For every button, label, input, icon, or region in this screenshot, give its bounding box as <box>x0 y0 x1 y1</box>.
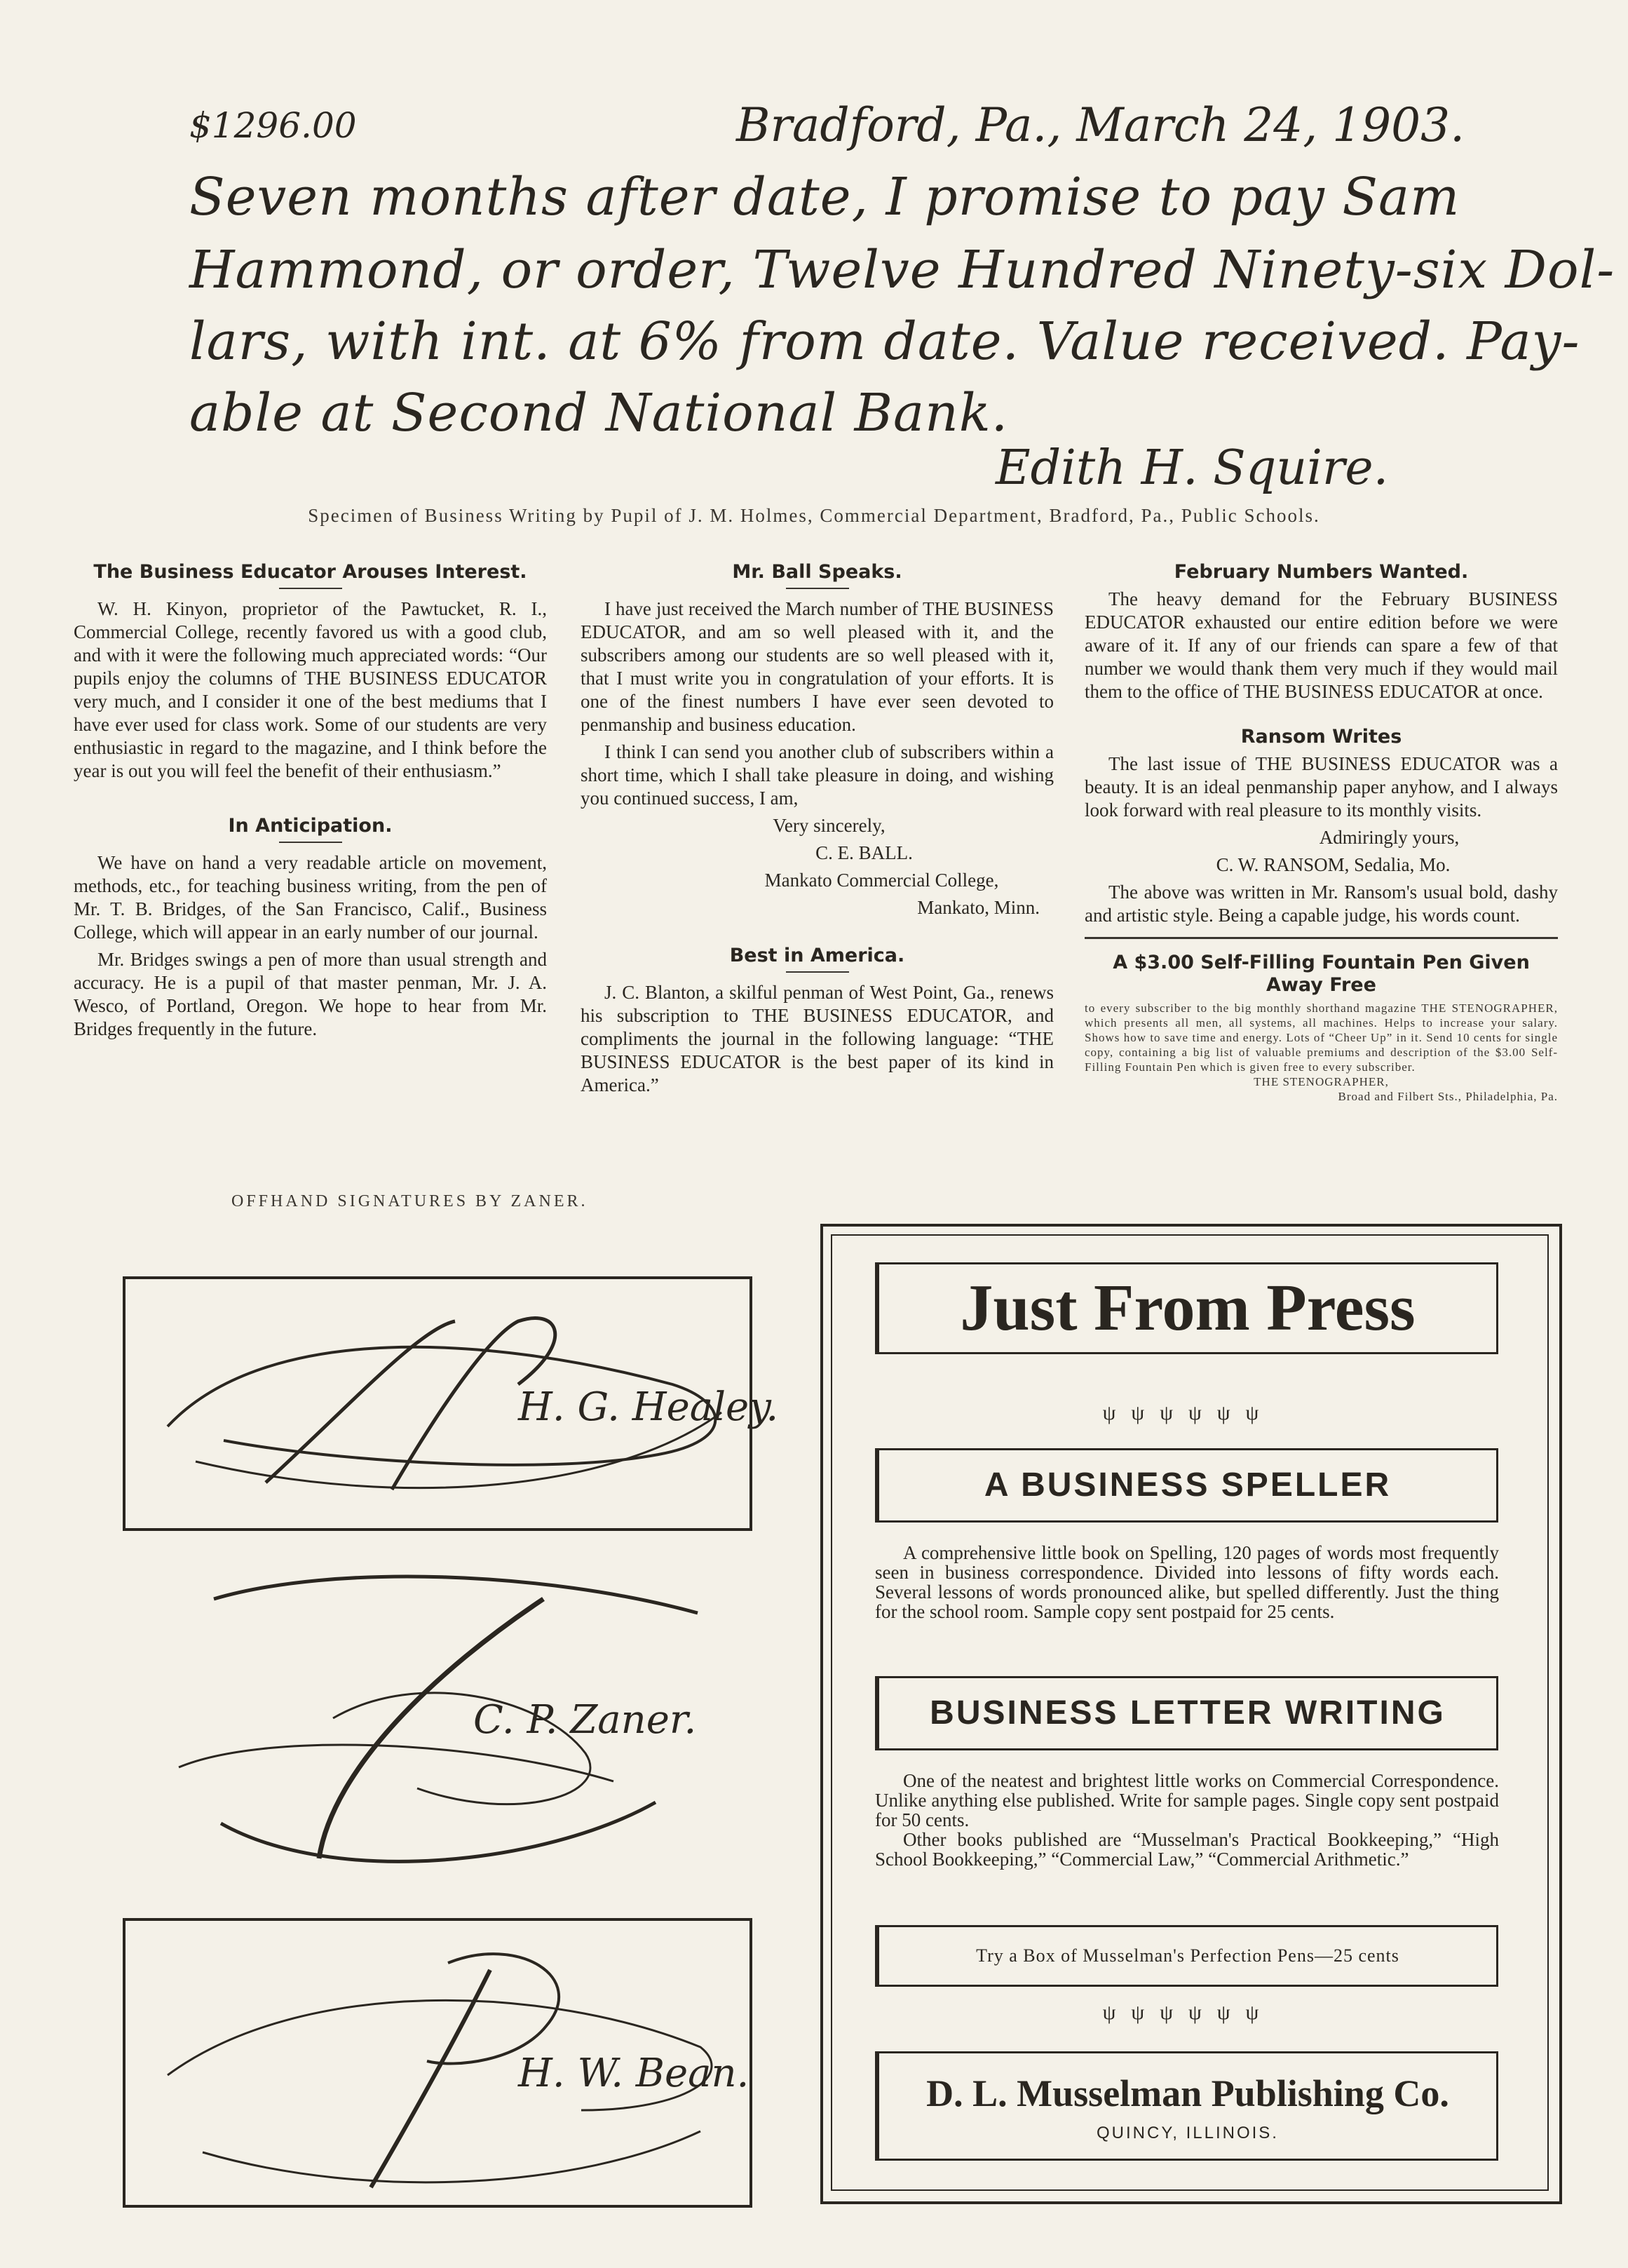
book1-title-box <box>875 1448 1498 1523</box>
letter-city: Mankato, Minn. <box>917 897 1040 918</box>
heading-fountain-pen: A $3.00 Self-Filling Fountain Pen Given Away Free <box>1113 952 1530 996</box>
signature-bean: H. W. Bean. <box>518 2051 749 2096</box>
publisher-box <box>875 2051 1498 2161</box>
book2-desc-text: One of the neatest and brightest little works on Commercial Correspondence. Unlike anything else published. Write for sample pages. Single copy sent postpaid for 50 cents. <box>875 1770 1499 1830</box>
signature-box-healey <box>123 1276 779 1531</box>
heading-mr-ball-speaks: Mr. Ball Speaks. <box>732 561 902 583</box>
column-2 <box>581 561 1054 1101</box>
divider <box>279 842 342 843</box>
divider <box>279 588 342 589</box>
ornament-row: ψψψψψψ <box>1102 2001 1275 2024</box>
note-line-1: Seven months after date, I promise to pay Sam <box>189 167 1460 227</box>
heading-ransom-writes: Ransom Writes <box>1240 726 1402 748</box>
publisher-name: D. L. Musselman Publishing Co. <box>926 2072 1449 2114</box>
stenographer-address: Broad and Filbert Sts., Philadelphia, Pa. <box>1338 1090 1558 1103</box>
ad-title: Just From Press <box>960 1271 1416 1344</box>
letter-closing: Very sincerely, <box>773 815 886 836</box>
book1-description <box>875 1543 1499 1621</box>
signature-box-bean <box>123 1918 752 2208</box>
paragraph: The last issue of THE BUSINESS EDUCATOR was a beauty. It is an ideal penmanship paper anyhow, and I always look forward with real pleasure to its monthly visits. <box>1085 753 1558 821</box>
paragraph: I have just received the March number of THE BUSINESS EDUCATOR, and am so well pleased with it, and the subscribers among our students are so well pleased with it, that I must write you in congratulation of your efforts. It is one of the finest numbers I have ever seen devoted to penmanship and business education. <box>581 598 1054 735</box>
divider <box>786 588 849 589</box>
letter-school: Mankato Commercial College, <box>764 870 999 891</box>
signature-healey: H. G. Healey. <box>518 1384 779 1430</box>
note-line-2: Hammond, or order, Twelve Hundred Ninety-six Dol- <box>189 240 1615 300</box>
column-1 <box>74 561 547 1045</box>
ornament-row: ψψψψψψ <box>1102 1401 1275 1424</box>
paragraph: W. H. Kinyon, proprietor of the Pawtucket, R. I., Commercial College, recently favored us with a good club, and with it were the following much appreciated words: “Our pupils enjoy the columns of THE BUSINESS EDUCATOR very much, and I consider it one of the best mediums that I have ever used for class work. Some of our students are very enthusiastic in regard to the magazine, and I think before the year is out you will feel the benefit of their enthusiasm.” <box>74 598 547 781</box>
specimen-caption: Specimen of Business Writing by Pupil of J. M. Holmes, Commercial Department, Bradford, Pa., Public Schools. <box>308 505 1320 526</box>
heading-in-anticipation: In Anticipation. <box>228 815 393 837</box>
divider <box>786 971 849 973</box>
heading-february-numbers: February Numbers Wanted. <box>1174 561 1469 583</box>
column-3 <box>1085 561 1558 1104</box>
book1-title: A BUSINESS SPELLER <box>984 1466 1392 1504</box>
pens-box <box>875 1925 1498 1987</box>
heading-arouses-interest: The Business Educator Arouses Interest. <box>93 561 527 583</box>
paragraph: We have on hand a very readable article on movement, methods, etc., for teaching business writing, from the pen of Mr. T. B. Bridges, of the San Francisco, Calif., Business College, which will appear in an early number of our journal. <box>74 852 547 943</box>
publisher-city: QUINCY, ILLINOIS. <box>1097 2124 1279 2142</box>
note-signature: Edith H. Squire. <box>996 440 1389 496</box>
letter-closing: Admiringly yours, <box>1319 827 1460 848</box>
signature-zaner-text: C. P. Zaner. <box>473 1697 697 1743</box>
note-line-4: able at Second National Bank. <box>189 383 1009 443</box>
note-line-3: lars, with int. at 6% from date. Value received. Pay- <box>189 311 1580 372</box>
book2-title-box <box>875 1676 1498 1750</box>
letter-name: C. W. RANSOM, Sedalia, Mo. <box>1216 854 1451 875</box>
note-place-date: Bradford, Pa., March 24, 1903. <box>736 98 1465 152</box>
paragraph: I think I can send you another club of subscribers within a short time, which I shall take pleasure in doing, and wishing you continued success, I am, <box>581 741 1054 809</box>
pens-offer: Try a Box of Musselman's Perfection Pens—25 cents <box>976 1945 1399 1966</box>
heading-best-in-america: Best in America. <box>729 945 905 966</box>
paragraph: The heavy demand for the February BUSINESS EDUCATOR exhausted our entire edition before we were aware of it. If any of our friends can spare a few of that number we would thank them very much if they would mail them to the office of THE BUSINESS EDUCATOR at once. <box>1085 588 1558 702</box>
book2-title: BUSINESS LETTER WRITING <box>930 1694 1446 1732</box>
book1-desc-text: A comprehensive little book on Spelling, 120 pages of words most frequently seen in business correspondence. Divided into lessons of fifty words each. Several lessons of words pronounced alike, but spelled differently. Just the thing for the school room. Sample copy sent postpaid for 25 cents. <box>875 1542 1499 1622</box>
paragraph: Mr. Bridges swings a pen of more than usual strength and accuracy. He is a pupil of that master penman, Mr. J. A. Wesco, of Portland, Oregon. We hope to hear from Mr. Bridges frequently in the future. <box>74 949 547 1039</box>
book2-description <box>875 1771 1499 1869</box>
signature-zaner <box>123 1557 747 1886</box>
ad-title-box <box>875 1262 1498 1354</box>
letter-name: C. E. BALL. <box>815 842 913 863</box>
signatures-title: OFFHAND SIGNATURES BY ZANER. <box>231 1192 588 1210</box>
divider <box>1085 937 1558 939</box>
paragraph: J. C. Blanton, a skilful penman of West Point, Ga., renews his subscription to THE BUSINESS EDUCATOR, and compliments the journal in the following language: “THE BUSINESS EDUCATOR is the best paper of its kind in America.” <box>581 982 1054 1095</box>
stenographer-name: THE STENOGRAPHER, <box>1254 1075 1389 1088</box>
fountain-pen-offer: to every subscriber to the big monthly shorthand magazine THE STENOGRAPHER, which presents all men, all systems, all machines. Helps to increase your salary. Shows how to save time and energy. Lots of “Cheer Up” in it. Send 10 cents for single copy, containing a big list of valuable premiums and description of the $3.00 Self-Filling Fountain Pen which is given free to every subscriber. <box>1085 1001 1558 1074</box>
other-books-text: Other books published are “Musselman's Practical Bookkeeping,” “High School Bookkeeping,” “Commercial Law,” “Commercial Arithmetic.” <box>875 1829 1499 1870</box>
paragraph: The above was written in Mr. Ransom's usual bold, dashy and artistic style. Being a capable judge, his words count. <box>1085 882 1558 926</box>
note-amount: $1296.00 <box>189 105 357 146</box>
